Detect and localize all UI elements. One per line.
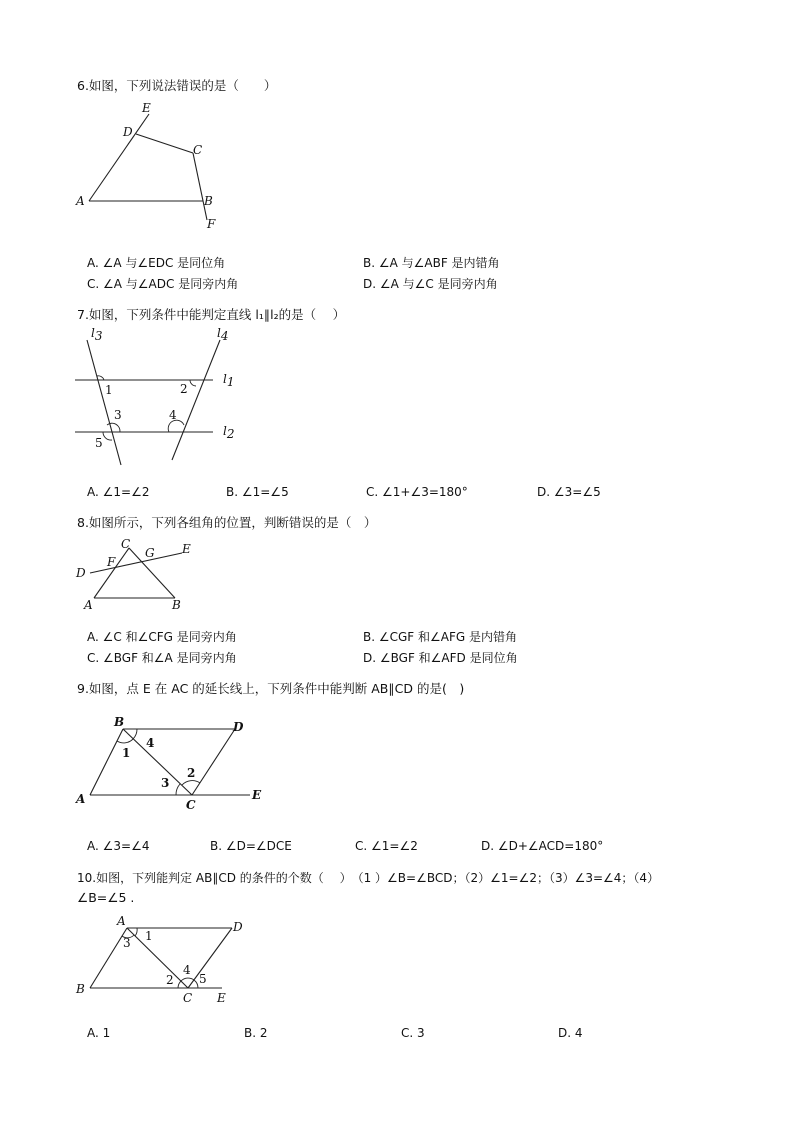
- line-l4: [172, 340, 220, 460]
- line-AB: [90, 729, 123, 795]
- q8-option-a[interactable]: A. ∠C 和∠CFG 是同旁内角: [87, 630, 237, 644]
- angle-label-2: 2: [166, 973, 174, 987]
- q10-option-b[interactable]: B. 2: [244, 1026, 268, 1040]
- label-D: D: [233, 720, 244, 734]
- angle-arc-2: [182, 781, 200, 785]
- label-E: E: [217, 991, 226, 1005]
- q8-figure: [72, 535, 202, 615]
- label-l2: l2: [223, 424, 235, 441]
- angle-arc-3: [176, 784, 180, 795]
- angle-arc-4: [181, 978, 194, 981]
- line-AC: [127, 928, 188, 988]
- label-A: A: [76, 792, 86, 806]
- q7-figure: [70, 325, 245, 470]
- label-B: B: [76, 982, 85, 996]
- angle-arc-2: [178, 981, 181, 988]
- q8-stem: 8.如图所示，下列各组角的位置，判断错误的是（ ）: [77, 515, 377, 530]
- q6-stem: 6.如图，下列说法错误的是（ ）: [77, 78, 277, 93]
- label-A: A: [117, 914, 126, 928]
- angle-arc-3: [107, 423, 120, 432]
- label-C: C: [121, 537, 131, 551]
- q8-option-c[interactable]: C. ∠BGF 和∠A 是同旁内角: [87, 651, 237, 665]
- label-B: B: [172, 598, 181, 612]
- angle-label-3: 3: [114, 408, 122, 422]
- label-D: D: [76, 566, 86, 580]
- angle-label-4: 4: [183, 963, 191, 977]
- q6-option-d[interactable]: D. ∠A 与∠C 是同旁内角: [363, 277, 498, 291]
- label-E: E: [182, 542, 191, 556]
- label-F: F: [207, 217, 216, 231]
- label-D: D: [123, 125, 133, 139]
- q8-option-d[interactable]: D. ∠BGF 和∠AFD 是同位角: [363, 651, 518, 665]
- line-l3: [87, 340, 121, 465]
- q10-stem-line2: ∠B=∠5 .: [77, 890, 135, 905]
- q6-option-a[interactable]: A. ∠A 与∠EDC 是同位角: [87, 256, 226, 270]
- label-D: D: [233, 920, 243, 934]
- q7-option-a[interactable]: A. ∠1=∠2: [87, 485, 150, 499]
- q10-stem-line1: 10.如图，下列能判定 AB∥CD 的条件的个数（ ） （1 ）∠B=∠BCD；（2）∠1=∠2；（3）∠3=∠4；（4）: [77, 871, 660, 885]
- q6-figure: [70, 98, 240, 238]
- angle-label-3: 3: [161, 776, 170, 790]
- q7-option-c[interactable]: C. ∠1+∠3=180°: [366, 485, 468, 499]
- label-B: B: [204, 194, 213, 208]
- angle-arc-2: [190, 380, 196, 386]
- angle-arc-5: [103, 432, 112, 440]
- q8-option-b[interactable]: B. ∠CGF 和∠AFG 是内错角: [363, 630, 517, 644]
- q10-figure: [72, 910, 262, 1010]
- line-AE: [89, 114, 149, 201]
- angle-label-3: 3: [123, 936, 131, 950]
- q9-figure: [72, 713, 272, 813]
- label-G: G: [145, 546, 155, 560]
- angle-arc-1: [117, 739, 133, 743]
- q9-option-d[interactable]: D. ∠D+∠ACD=180°: [481, 839, 604, 853]
- angle-arc-1: [135, 928, 137, 936]
- q7-option-b[interactable]: B. ∠1=∠5: [226, 485, 289, 499]
- angle-label-1: 1: [122, 746, 131, 760]
- label-l1: l1: [223, 372, 235, 389]
- label-B: B: [114, 715, 125, 729]
- label-l3: l3: [91, 326, 103, 343]
- angle-arc-5: [194, 980, 198, 988]
- label-A: A: [76, 194, 85, 208]
- angle-label-2: 2: [187, 766, 196, 780]
- angle-label-4: 4: [146, 736, 155, 750]
- q7-option-d[interactable]: D. ∠3=∠5: [537, 485, 601, 499]
- q10-option-d[interactable]: D. 4: [558, 1026, 583, 1040]
- q9-option-c[interactable]: C. ∠1=∠2: [355, 839, 418, 853]
- line-AB: [90, 928, 127, 988]
- angle-label-4: 4: [169, 408, 177, 422]
- label-F: F: [107, 555, 116, 569]
- angle-label-1: 1: [145, 929, 153, 943]
- angle-label-5: 5: [95, 436, 103, 450]
- label-l4: l4: [217, 326, 229, 343]
- angle-label-5: 5: [199, 972, 207, 986]
- label-E: E: [252, 788, 262, 802]
- q9-option-b[interactable]: B. ∠D=∠DCE: [210, 839, 292, 853]
- q10-option-c[interactable]: C. 3: [401, 1026, 425, 1040]
- q7-stem: 7.如图，下列条件中能判定直线 l₁∥l₂的是（ ）: [77, 307, 346, 322]
- line-DC: [136, 134, 193, 153]
- angle-label-1: 1: [105, 383, 113, 397]
- label-A: A: [84, 598, 93, 612]
- angle-arc-4: [133, 729, 137, 739]
- label-E: E: [142, 101, 151, 115]
- line-CF: [193, 153, 207, 220]
- label-C: C: [186, 798, 196, 812]
- line-CD: [192, 729, 235, 795]
- q9-option-a[interactable]: A. ∠3=∠4: [87, 839, 150, 853]
- q10-option-a[interactable]: A. 1: [87, 1026, 111, 1040]
- angle-label-2: 2: [180, 382, 188, 396]
- q6-option-c[interactable]: C. ∠A 与∠ADC 是同旁内角: [87, 277, 239, 291]
- line-CD: [188, 928, 232, 988]
- label-C: C: [183, 991, 193, 1005]
- q9-stem: 9.如图，点 E 在 AC 的延长线上，下列条件中能判断 AB∥CD 的是( ): [77, 681, 465, 696]
- q6-option-b[interactable]: B. ∠A 与∠ABF 是内错角: [363, 256, 500, 270]
- label-C: C: [193, 143, 203, 157]
